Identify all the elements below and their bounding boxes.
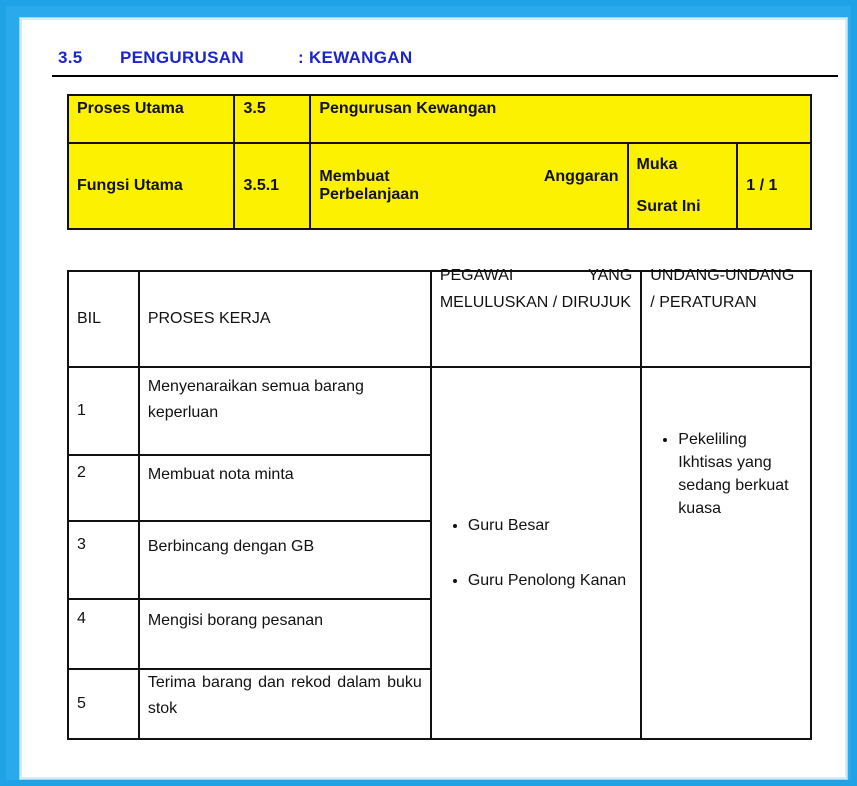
row-proses: Berbincang dengan GB — [139, 521, 431, 599]
row-bil: 5 — [68, 669, 139, 739]
header-pegawai-text: PEGAWAI YANG MELULUSKAN / DIRUJUK — [439, 267, 633, 311]
muka-label-b: Surat Ini — [636, 198, 701, 215]
fungsi-value-c: Perbelanjaan — [319, 186, 419, 203]
peraturan-list — [650, 428, 802, 520]
pegawai-list — [440, 513, 632, 593]
section-number: 3.5 — [58, 48, 83, 67]
header-bil: BIL — [68, 271, 139, 367]
list-item: • Guru Besar — [468, 513, 632, 538]
process-table-header — [68, 271, 811, 367]
fungsi-label: Fungsi Utama — [68, 143, 234, 229]
header-undang-text: UNDANG-UNDANG / PERATURAN — [650, 267, 795, 311]
row-proses: Mengisi borang pesanan — [139, 599, 431, 669]
table-row — [68, 367, 811, 455]
muka-value: 1 / 1 — [737, 143, 811, 229]
fungsi-value-a: Membuat — [319, 168, 390, 185]
row-bil: 4 — [68, 599, 139, 669]
summary-table — [67, 94, 812, 230]
row-proses: Terima barang dan rekod dalam buku stok — [139, 669, 431, 739]
fungsi-code: 3.5.1 — [234, 143, 310, 229]
row-bil: 1 — [68, 367, 139, 455]
heading-rule — [52, 75, 838, 77]
process-table — [67, 267, 812, 740]
proses-label: Proses Utama — [68, 95, 234, 143]
row-proses: Menyenaraikan semua barang keperluan — [139, 367, 431, 455]
peraturan-cell — [641, 367, 811, 739]
fungsi-value-b: Anggaran — [543, 168, 619, 185]
header-proses: PROSES KERJA — [139, 271, 431, 367]
pegawai-cell — [431, 367, 641, 739]
proses-value: Pengurusan Kewangan — [310, 95, 811, 143]
summary-row-fungsi — [68, 143, 811, 229]
muka-label — [628, 143, 738, 229]
header-undang — [641, 267, 811, 367]
muka-label-a: Muka — [636, 156, 678, 173]
document-page — [22, 20, 845, 777]
list-item: • Guru Penolong Kanan — [468, 568, 632, 593]
fungsi-value — [310, 143, 627, 229]
row-bil: 3 — [68, 521, 139, 599]
section-title: PENGURUSAN — [120, 48, 244, 67]
row-proses: Membuat nota minta — [139, 455, 431, 521]
row-bil: 2 — [68, 455, 139, 521]
section-subtitle: : KEWANGAN — [298, 48, 413, 67]
proses-code: 3.5 — [234, 95, 310, 143]
section-heading — [58, 48, 412, 68]
outer-frame — [6, 6, 851, 780]
summary-row-proses — [68, 95, 811, 143]
list-item: • Pekeliling Ikhtisas yang sedang berkuat kuasa — [678, 428, 802, 520]
header-pegawai — [431, 267, 641, 367]
